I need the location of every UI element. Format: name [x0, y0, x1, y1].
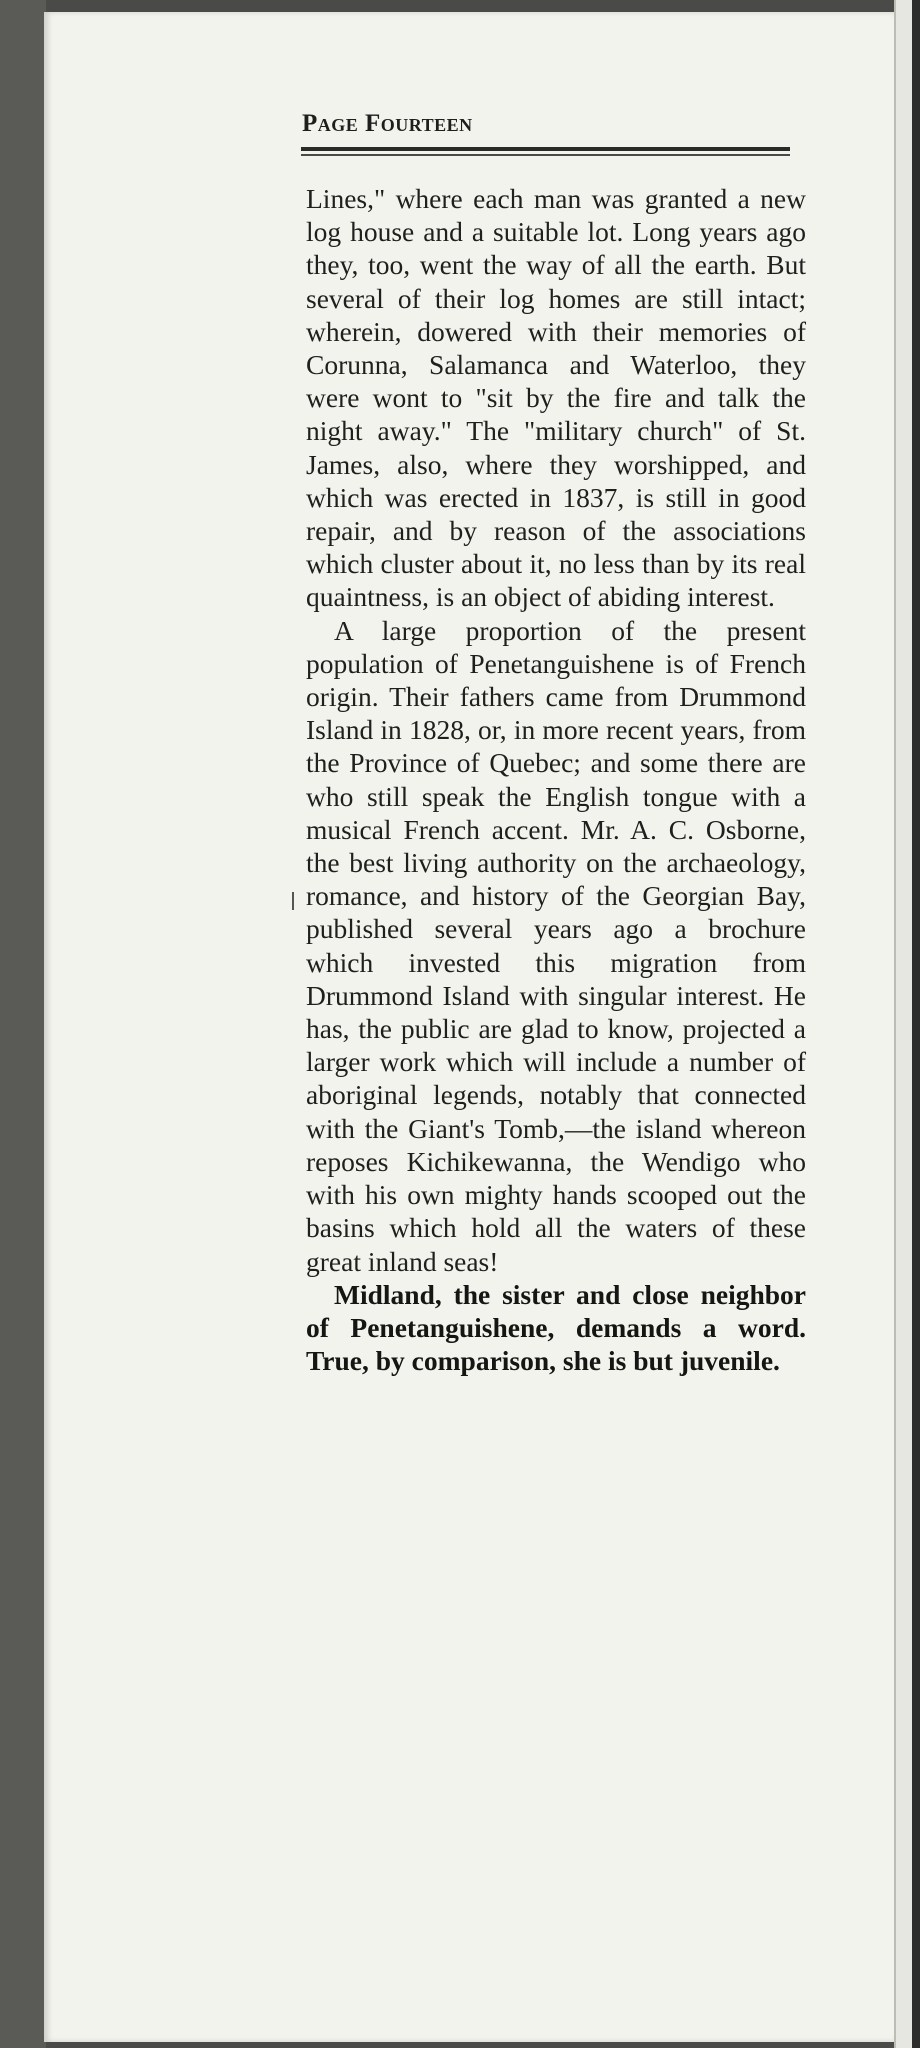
running-head: Page Fourteen: [302, 110, 473, 137]
paragraph-1: Lines," where each man was granted a new log house and a suitable lot. Long years ago they, too, went the way of all the earth. But several of their log homes are still intact; wherein, dowered with their memories of Corunna, Salamanca and Waterloo, they were wont to "sit by the fire and talk the night away." The "military church" of St. James, also, where they worshipped, and which was erected in 1837, is still in good repair, and by reason of the associations which cluster about it, no less than by its real quaintness, is an object of abiding interest.: [306, 183, 806, 613]
header-rule-thick: [301, 147, 790, 151]
margin-mark: [292, 892, 294, 910]
scan-border-right: [912, 0, 920, 2048]
paragraph-2: A large proportion of the present population of Penetanguishene is of French origin. Their fathers came from Drummond Island in 1828, or, in more recent years, from the Province of Quebec; and some there are who still speak the English tongue with a musical French accent. Mr. A. C. Osborne, the best living authority on the archaeology, romance, and history of the Georgian Bay, published several years ago a brochure which invested this migration from Drummond Island with singular interest. He has, the public are glad to know, projected a larger work which will include a number of aboriginal legends, notably that connected with the Giant's Tomb,—the island whereon reposes Kichikewanna, the Wendigo who with his own mighty hands scooped out the basins which hold all the waters of these great inland seas!: [306, 614, 806, 1277]
paragraph-3: Midland, the sister and close neighbor of Penetanguishene, demands a word. True, by comparison, she is but juvenile.: [306, 1278, 806, 1377]
header-rule-thin: [301, 154, 790, 156]
article-body: [306, 182, 806, 1377]
page-binding-edge: [0, 0, 46, 2048]
